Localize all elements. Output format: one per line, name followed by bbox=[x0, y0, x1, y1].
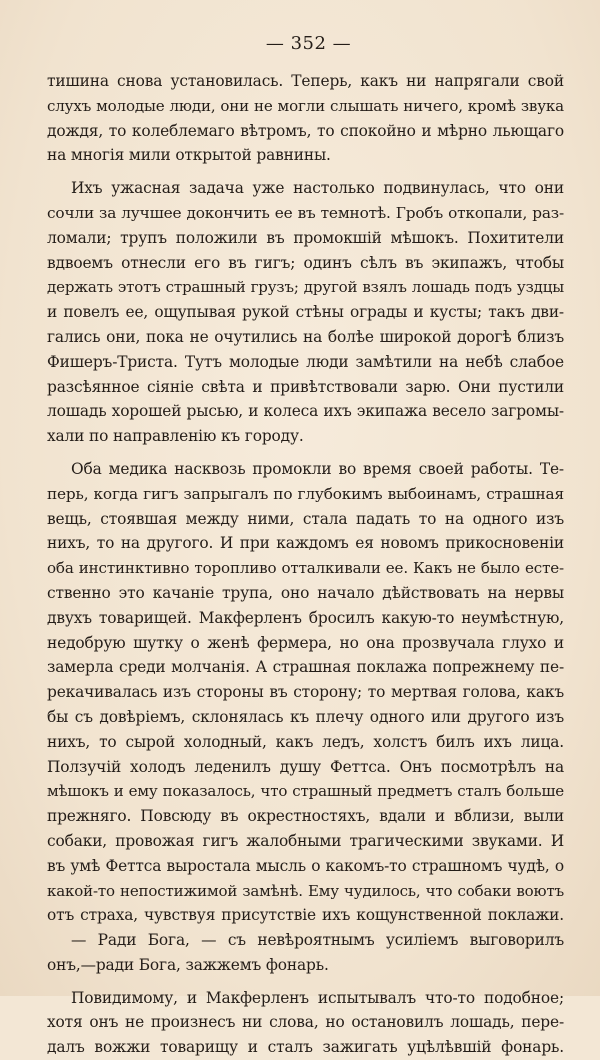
text-line: нихъ, то на другого. И при каждомъ ея новомъ прикосновеніи bbox=[47, 534, 564, 553]
text-line: тишина снова установилась. Теперь, какъ ни напрягали свой bbox=[47, 72, 564, 90]
text-line: мѣшокъ и ему показалось, что страшный предметъ сталъ больше bbox=[47, 782, 564, 801]
text-line: бы съ довѣріемъ, склонялась къ плечу одного или другого изъ bbox=[47, 707, 564, 726]
text-line: ломали; трупъ положили въ промокшій мѣшокъ. Похитители bbox=[47, 228, 564, 247]
text-line: разсѣянное сіяніе свѣта и привѣтствовали зарю. Они пустили bbox=[47, 377, 564, 396]
text-line: двухъ товарищей. Макферленъ бросилъ какую-то неумѣстную, bbox=[47, 608, 564, 627]
text-line: вдвоемъ отнесли его въ гигъ; одинъ сѣлъ въ экипажъ, чтобы bbox=[47, 253, 564, 272]
text-line: ственно это качаніе трупа, оно начало дѣйствовать на нервы bbox=[47, 583, 564, 602]
body-text bbox=[47, 69, 564, 1060]
text-line: вещь, стоявшая между ними, стала падать то на одного изъ bbox=[47, 509, 564, 528]
text-line: Повидимому, и Макферленъ испытывалъ что-то подобное; bbox=[71, 988, 564, 1007]
paragraph-2 bbox=[47, 176, 564, 449]
text-line: Ползучій холодъ леденилъ душу Феттса. Онъ посмотрѣлъ на bbox=[47, 757, 564, 776]
text-line: Оба медика насквозь промокли во время своей работы. Те- bbox=[71, 459, 564, 478]
text-line: собаки, провожая гигъ жалобными трагическими звуками. И bbox=[47, 831, 564, 850]
text-line: дождя, то колеблемаго вѣтромъ, то спокойно и мѣрно льющаго bbox=[47, 121, 564, 140]
text-line: онъ,—ради Бога, зажжемъ фонарь. bbox=[47, 955, 329, 974]
text-line: прежняго. Повсюду въ окрестностяхъ, вдали и вблизи, выли bbox=[47, 807, 564, 826]
text-line: держать этотъ страшный грузъ; другой взялъ лошадь подъ уздцы bbox=[47, 278, 564, 297]
paragraph-1 bbox=[47, 69, 564, 168]
text-line: перь, когда гигъ запрыгалъ по глубокимъ выбоинамъ, страшная bbox=[47, 484, 564, 503]
text-line: хотя онъ не произнесъ ни слова, но остановилъ лошадь, пере- bbox=[47, 1013, 564, 1032]
text-line: — Ради Бога, — съ невѣроятнымъ усиліемъ выговорилъ bbox=[71, 931, 564, 950]
text-line: Фишеръ-Триста. Тутъ молодые люди замѣтили на небѣ слабое bbox=[47, 352, 564, 371]
text-line: въ умѣ Феттса выростала мысль о какомъ-то страшномъ чудѣ, о bbox=[47, 856, 564, 875]
text-line: рекачивалась изъ стороны въ сторону; то мертвая голова, какъ bbox=[47, 683, 564, 702]
text-line: Ихъ ужасная задача уже настолько подвинулась, что они bbox=[71, 179, 564, 198]
text-line: какой-то непостижимой замѣнѣ. Ему чудилось, что собаки воютъ bbox=[47, 881, 564, 900]
text-line: и повелъ ее, ощупывая рукой стѣны ограды и кусты; такъ дви- bbox=[47, 303, 564, 322]
text-line: хали по направленію къ городу. bbox=[47, 427, 304, 446]
page-number: — 352 — bbox=[265, 33, 352, 54]
text-line: сочли за лучшее докончить ее въ темнотѣ. Гробъ откопали, раз- bbox=[47, 203, 564, 222]
text-line: слухъ молодые люди, они не могли слышать ничего, кромѣ звука bbox=[47, 96, 564, 115]
text-line: оба инстинктивно торопливо отталкивали ее. Какъ не было есте- bbox=[47, 559, 564, 578]
text-line: отъ страха, чувствуя присутствіе ихъ кощунственной поклажи. bbox=[47, 906, 564, 925]
paragraph-3 bbox=[47, 457, 564, 978]
text-line: нихъ, то сырой холодный, какъ ледъ, холстъ билъ ихъ лица. bbox=[47, 732, 564, 751]
text-line: лошадь хорошей рысью, и колеса ихъ экипажа весело загромы- bbox=[47, 402, 564, 421]
text-line: недобрую шутку о женѣ фермера, но она прозвучала глухо и bbox=[47, 633, 564, 652]
paragraph-4 bbox=[47, 986, 564, 1060]
text-line: на многія мили открытой равнины. bbox=[47, 146, 331, 165]
text-line: далъ вожжи товарищу и сталъ зажигать уцѣлѣвшій фонарь. bbox=[47, 1038, 564, 1057]
text-line: замерла среди молчанія. А страшная поклажа попрежнему пе- bbox=[47, 658, 564, 677]
text-line: гались они, пока не очутились на болѣе широкой дорогѣ близъ bbox=[47, 327, 564, 346]
